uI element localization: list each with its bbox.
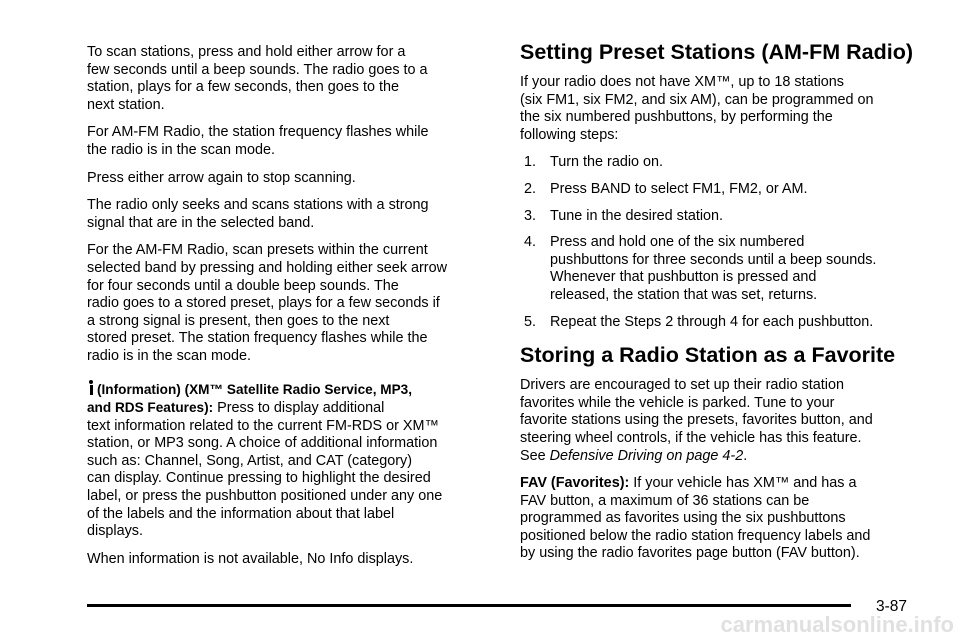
step-number: 5. — [524, 313, 537, 330]
left-column — [87, 44, 505, 578]
stop-scan-paragraph: Press either arrow again to stop scanning. — [87, 169, 356, 186]
favorites-period: . — [743, 447, 748, 464]
heading-setting-preset-stations: Setting Preset Stations (AM-FM Radio) — [520, 40, 913, 64]
information-title-line2: and RDS Features): — [87, 400, 214, 416]
preset-intro-paragraph: If your radio does not have XM™, up to 18 stations (six FM1, six FM2, and six AM), can be programmed on the six numbered pushbuttons, by performing the following steps: — [520, 74, 874, 143]
right-column — [520, 40, 920, 573]
list-item — [520, 234, 920, 304]
page-number: 3-87 — [876, 598, 908, 615]
information-body-first: Press to display additional — [217, 400, 385, 417]
information-body-rest: text information related to the current FM-RDS or XM™ station, or MP3 song. A choice of additional information such as: Channel, Song, Artist, and CAT (category) can display. Continue pressing to highlight the desired label, or press the pushbutton positioned under any one of the labels and the information about that label displays. — [87, 417, 443, 540]
list-item — [520, 314, 920, 332]
fav-body-rest: FAV button, a maximum of 36 stations can be programmed as favorites using the six pushbuttons positioned below the radio station frequency labels and by using the radio favorites page button (FAV button). — [520, 492, 871, 562]
preset-steps-list — [520, 154, 920, 331]
step-number: 3. — [524, 207, 537, 224]
step-text: Press and hold one of the six numbered pushbuttons for three seconds until a beep sounds. Whenever that pushbutton is pressed and released, the station that was set, returns. — [550, 234, 877, 303]
list-item — [520, 181, 920, 199]
seek-signal-paragraph: The radio only seeks and scans stations with a strong signal that are in the selected band. — [87, 197, 429, 231]
step-text: Turn the radio on. — [550, 154, 664, 171]
footer-rule — [87, 604, 851, 607]
favorites-paragraph — [520, 377, 920, 465]
fav-body-first: If your vehicle has XM™ and has a — [633, 475, 857, 492]
step-number: 4. — [524, 234, 537, 251]
favorites-text: Drivers are encouraged to set up their radio station favorites while the vehicle is parked. Tune to your favorite stations using the presets, favorites button, and steering wheel controls, if the vehicle has this feature. See — [520, 377, 873, 464]
step-text: Repeat the Steps 2 through 4 for each pushbutton. — [550, 313, 874, 330]
info-icon — [87, 380, 95, 395]
scan-paragraph: To scan stations, press and hold either arrow for a few seconds until a beep sounds. The radio goes to a station, plays for a few seconds, then goes to the next station. — [87, 44, 428, 113]
scan-presets-paragraph: For the AM-FM Radio, scan presets within the current selected band by pressing and holding either seek arrow for four seconds until a double beep sounds. The radio goes to a stored preset, plays for a few seconds if a strong signal is present, then goes to the next stored preset. The station frequency flashes while the radio is in the scan mode. — [87, 242, 447, 364]
defensive-driving-reference: Defensive Driving on page 4-2 — [549, 447, 744, 464]
fav-paragraph — [520, 475, 920, 563]
list-item — [520, 208, 920, 226]
scan-frequency-paragraph: For AM-FM Radio, the station frequency flashes while the radio is in the scan mode. — [87, 124, 429, 158]
information-paragraph — [87, 380, 505, 541]
no-info-paragraph: When information is not available, No Info displays. — [87, 550, 414, 567]
step-text: Tune in the desired station. — [550, 207, 724, 224]
fav-title: FAV (Favorites): — [520, 475, 630, 492]
heading-storing-favorite: Storing a Radio Station as a Favorite — [520, 343, 896, 368]
step-number: 2. — [524, 180, 537, 197]
step-number: 1. — [524, 154, 537, 171]
information-title-line1: (Information) (XM™ Satellite Radio Service, MP3, — [97, 381, 412, 397]
watermark: carmanualsonline.info — [720, 612, 954, 637]
list-item — [520, 154, 920, 172]
step-text: Press BAND to select FM1, FM2, or AM. — [550, 180, 808, 197]
